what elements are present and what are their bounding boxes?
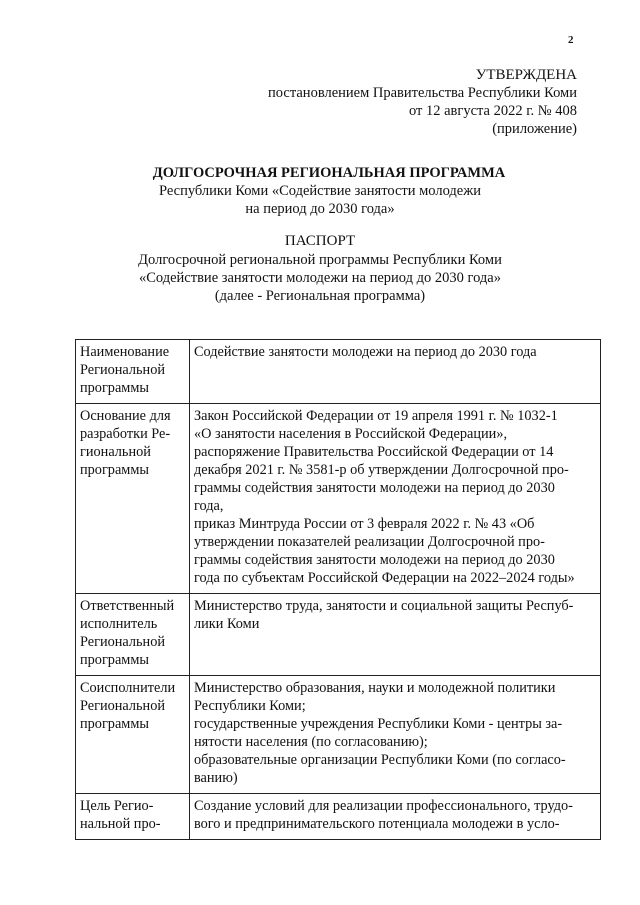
label-line: Соисполнители [80, 680, 176, 696]
value-line: вого и предпринимательского потенциала молодежи в усло- [194, 816, 560, 832]
value-line: года по субъектам Российской Федерации на 2022–2024 годы» [194, 570, 575, 586]
row-label-cell [76, 676, 190, 794]
value-line: государственные учреждения Республики Коми - центры за- [194, 716, 563, 732]
value-line: граммы содействия занятости молодежи на период до 2030 [194, 480, 555, 496]
table-row [76, 676, 601, 794]
program-subtitle-line: на период до 2030 года» [245, 201, 395, 217]
value-line: Создание условий для реализации профессионального, трудо- [194, 798, 573, 814]
row-label-cell [76, 340, 190, 404]
label-line: нальной про- [80, 816, 161, 832]
value-line: распоряжение Правительства Российской Федерации от 14 [194, 444, 554, 460]
value-line: граммы содействия занятости молодежи на период до 2030 [194, 552, 555, 568]
label-line: Основание для [80, 408, 171, 424]
row-label-cell [76, 594, 190, 676]
table-row [76, 340, 601, 404]
passport-heading: ПАСПОРТ [284, 233, 356, 249]
value-line: ванию) [194, 770, 238, 786]
label-line: программы [80, 380, 150, 396]
row-value-cell [190, 340, 601, 404]
passport-heading-block [0, 232, 640, 305]
label-line: Региональной [80, 634, 165, 650]
label-line: Цель Регио- [80, 798, 154, 814]
page-number: 2 [568, 34, 574, 46]
row-value-cell [190, 676, 601, 794]
row-value-cell [190, 404, 601, 594]
approval-stamp [268, 66, 577, 138]
table-row [76, 794, 601, 840]
value-line: Содействие занятости молодежи на период до 2030 года [194, 344, 537, 360]
table-row [76, 594, 601, 676]
row-label-cell [76, 794, 190, 840]
label-line: гиональной [80, 444, 151, 460]
value-line: декабря 2021 г. № 3581-р об утверждении Долгосрочной про- [194, 462, 569, 478]
approval-line: от 12 августа 2022 г. № 408 [408, 103, 577, 119]
value-line: лики Коми [194, 616, 260, 632]
label-line: Наименование [80, 344, 170, 360]
table-row [76, 404, 601, 594]
approval-line: (приложение) [492, 121, 577, 137]
label-line: исполнитель [80, 616, 158, 632]
label-line: программы [80, 462, 150, 478]
label-line: Региональной [80, 698, 165, 714]
label-line: Региональной [80, 362, 165, 378]
row-value-cell [190, 594, 601, 676]
value-line: «О занятости населения в Российской Федерации», [194, 426, 508, 442]
value-line: года, [194, 498, 224, 514]
row-label-cell [76, 404, 190, 594]
value-line: Республики Коми; [194, 698, 306, 714]
value-line: нятости населения (по согласованию); [194, 734, 428, 750]
passport-subtitle-line: «Содействие занятости молодежи на период до 2030 года» [138, 270, 501, 286]
program-subtitle-line: Республики Коми «Содействие занятости молодежи [158, 183, 482, 199]
passport-table [75, 339, 601, 840]
approval-title: УТВЕРЖДЕНА [475, 67, 577, 83]
value-line: утверждении показателей реализации Долгосрочной про- [194, 534, 545, 550]
program-title: ДОЛГОСРОЧНАЯ РЕГИОНАЛЬНАЯ ПРОГРАММА [152, 165, 506, 181]
value-line: Министерство труда, занятости и социальной защиты Респуб- [194, 598, 574, 614]
program-title-block [0, 164, 640, 218]
label-line: программы [80, 652, 150, 668]
value-line: образовательные организации Республики Коми (по согласо- [194, 752, 566, 768]
value-line: Министерство образования, науки и молодежной политики [194, 680, 556, 696]
label-line: разработки Ре- [80, 426, 171, 442]
value-line: Закон Российской Федерации от 19 апреля 1991 г. № 1032-1 [194, 408, 558, 424]
label-line: Ответственный [80, 598, 175, 614]
passport-subtitle-line: Долгосрочной региональной программы Республики Коми [138, 252, 502, 268]
label-line: программы [80, 716, 150, 732]
approval-line: постановлением Правительства Республики Коми [268, 85, 577, 101]
row-value-cell [190, 794, 601, 840]
passport-subtitle-line: (далее - Региональная программа) [214, 288, 426, 304]
value-line: приказ Минтруда России от 3 февраля 2022 г. № 43 «Об [194, 516, 535, 532]
